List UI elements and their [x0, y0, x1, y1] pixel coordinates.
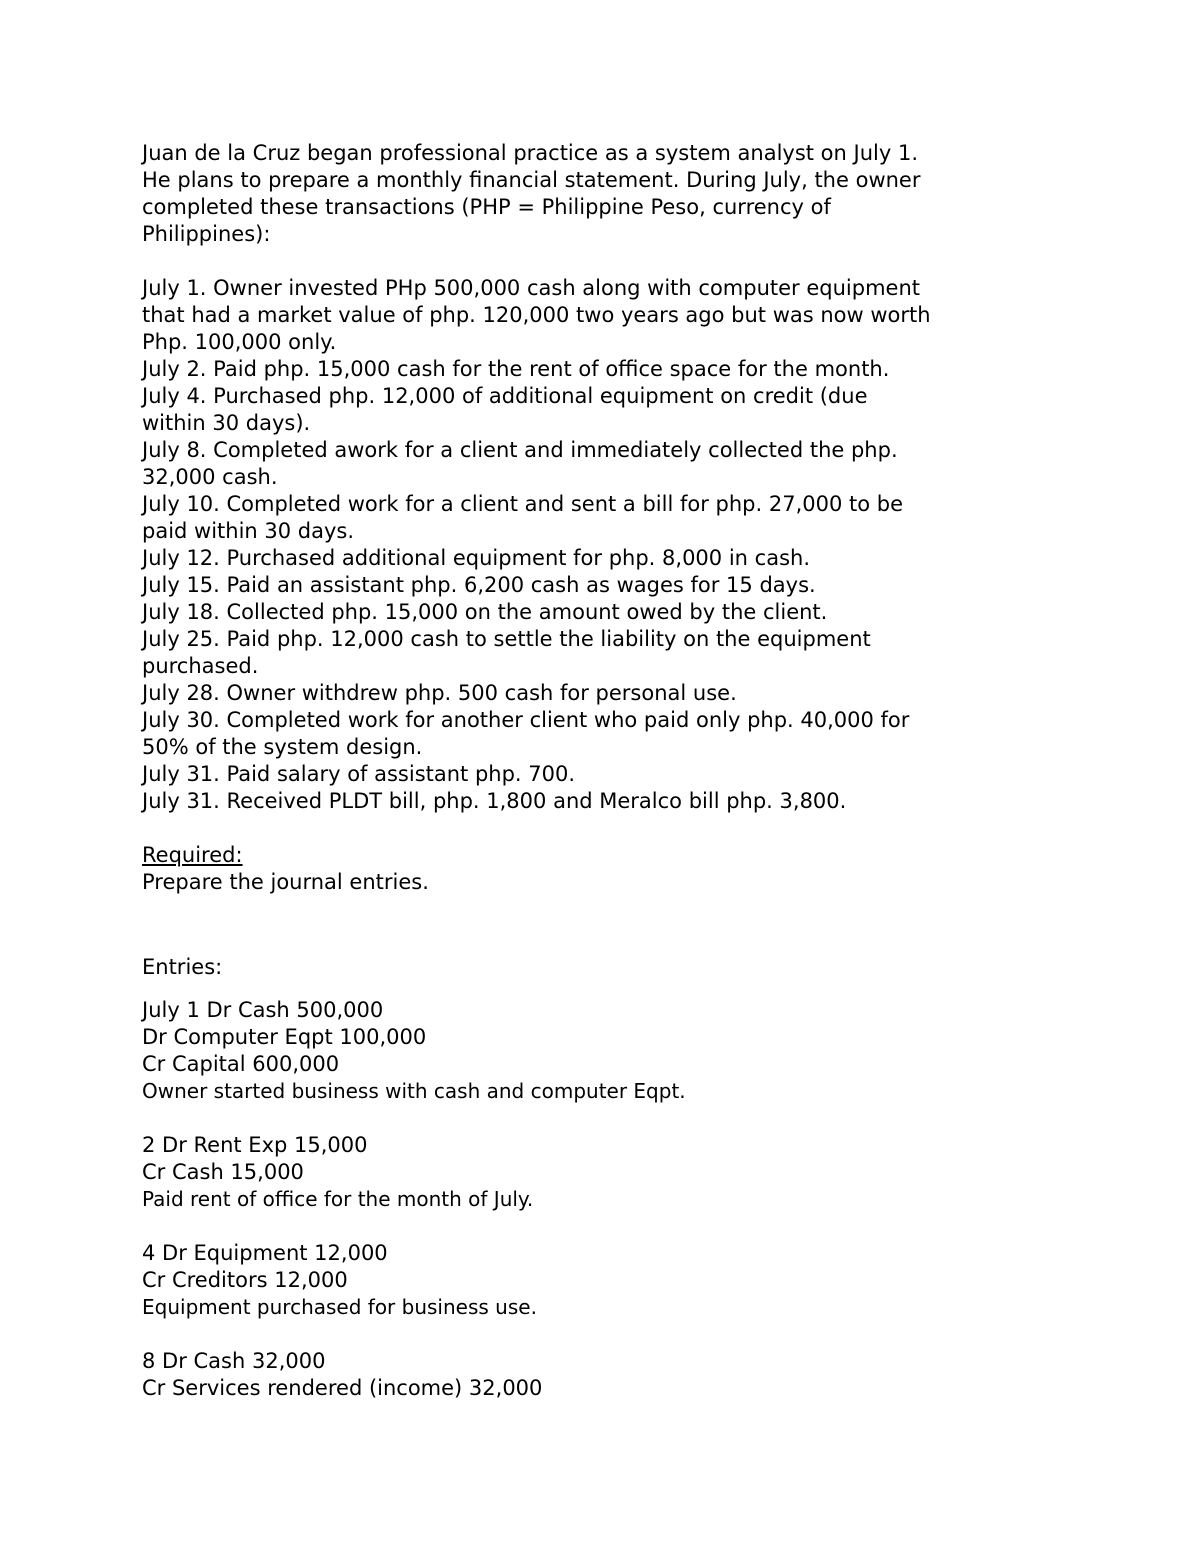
- spacer: [142, 1321, 1102, 1348]
- intro-line: completed these transactions (PHP = Philippine Peso, currency of: [142, 195, 831, 219]
- transaction-line: purchased.: [142, 654, 259, 678]
- intro-line: Juan de la Cruz began professional practice as a system analyst on July 1.: [142, 141, 918, 165]
- journal-entry: [142, 1240, 1102, 1321]
- spacer: [142, 815, 1102, 842]
- transaction-line: 32,000 cash.: [142, 465, 278, 489]
- spacer: [142, 896, 1102, 923]
- transaction-line: July 1. Owner invested PHp 500,000 cash along with computer equipment: [142, 276, 920, 300]
- transaction-line: July 8. Completed awork for a client and immediately collected the php.: [142, 438, 898, 462]
- transaction-line: July 28. Owner withdrew php. 500 cash for personal use.: [142, 681, 737, 705]
- entry-line: 2 Dr Rent Exp 15,000: [142, 1133, 368, 1157]
- transactions-list: [142, 275, 1102, 815]
- transaction-line: July 31. Paid salary of assistant php. 700.: [142, 762, 576, 786]
- transaction-line: 50% of the system design.: [142, 735, 423, 759]
- spacer: [142, 923, 1102, 950]
- journal-entry: [142, 1348, 1102, 1402]
- required-text: Prepare the journal entries.: [142, 870, 429, 894]
- transaction-line: Php. 100,000 only.: [142, 330, 337, 354]
- spacer: [142, 248, 1102, 275]
- required-section: [142, 842, 1102, 896]
- document-page: [142, 140, 1102, 1402]
- transaction-line: July 12. Purchased additional equipment for php. 8,000 in cash.: [142, 546, 810, 570]
- transaction-line: July 10. Completed work for a client and sent a bill for php. 27,000 to be: [142, 492, 904, 516]
- entry-line: Cr Creditors 12,000: [142, 1268, 348, 1292]
- transaction-line: paid within 30 days.: [142, 519, 355, 543]
- entry-narration: Owner started business with cash and computer Eqpt.: [142, 1079, 686, 1103]
- intro-line: He plans to prepare a monthly financial statement. During July, the owner: [142, 168, 921, 192]
- entry-line: 4 Dr Equipment 12,000: [142, 1241, 388, 1265]
- journal-entry: [142, 997, 1102, 1105]
- entry-line: Dr Computer Eqpt 100,000: [142, 1025, 427, 1049]
- transaction-line: July 31. Received PLDT bill, php. 1,800 and Meralco bill php. 3,800.: [142, 789, 847, 813]
- transaction-line: July 30. Completed work for another client who paid only php. 40,000 for: [142, 708, 910, 732]
- transaction-line: July 4. Purchased php. 12,000 of additional equipment on credit (due: [142, 384, 868, 408]
- entry-narration: Equipment purchased for business use.: [142, 1295, 537, 1319]
- entry-line: 8 Dr Cash 32,000: [142, 1349, 326, 1373]
- required-heading: Required:: [142, 843, 243, 867]
- spacer: [142, 981, 1102, 997]
- journal-entry: [142, 1132, 1102, 1213]
- transaction-line: July 18. Collected php. 15,000 on the amount owed by the client.: [142, 600, 828, 624]
- entries-heading: Entries:: [142, 955, 223, 979]
- spacer: [142, 1213, 1102, 1240]
- transaction-line: July 2. Paid php. 15,000 cash for the rent of office space for the month.: [142, 357, 890, 381]
- intro-paragraph: [142, 140, 1102, 248]
- transaction-line: that had a market value of php. 120,000 two years ago but was now worth: [142, 303, 931, 327]
- transaction-line: July 15. Paid an assistant php. 6,200 cash as wages for 15 days.: [142, 573, 816, 597]
- transaction-line: within 30 days).: [142, 411, 311, 435]
- transaction-line: July 25. Paid php. 12,000 cash to settle the liability on the equipment: [142, 627, 871, 651]
- entry-line: Cr Cash 15,000: [142, 1160, 304, 1184]
- spacer: [142, 1105, 1102, 1132]
- entry-line: Cr Capital 600,000: [142, 1052, 340, 1076]
- entry-line: Cr Services rendered (income) 32,000: [142, 1376, 543, 1400]
- entry-narration: Paid rent of office for the month of July.: [142, 1187, 534, 1211]
- intro-line: Philippines):: [142, 222, 271, 246]
- entry-line: July 1 Dr Cash 500,000: [142, 998, 384, 1022]
